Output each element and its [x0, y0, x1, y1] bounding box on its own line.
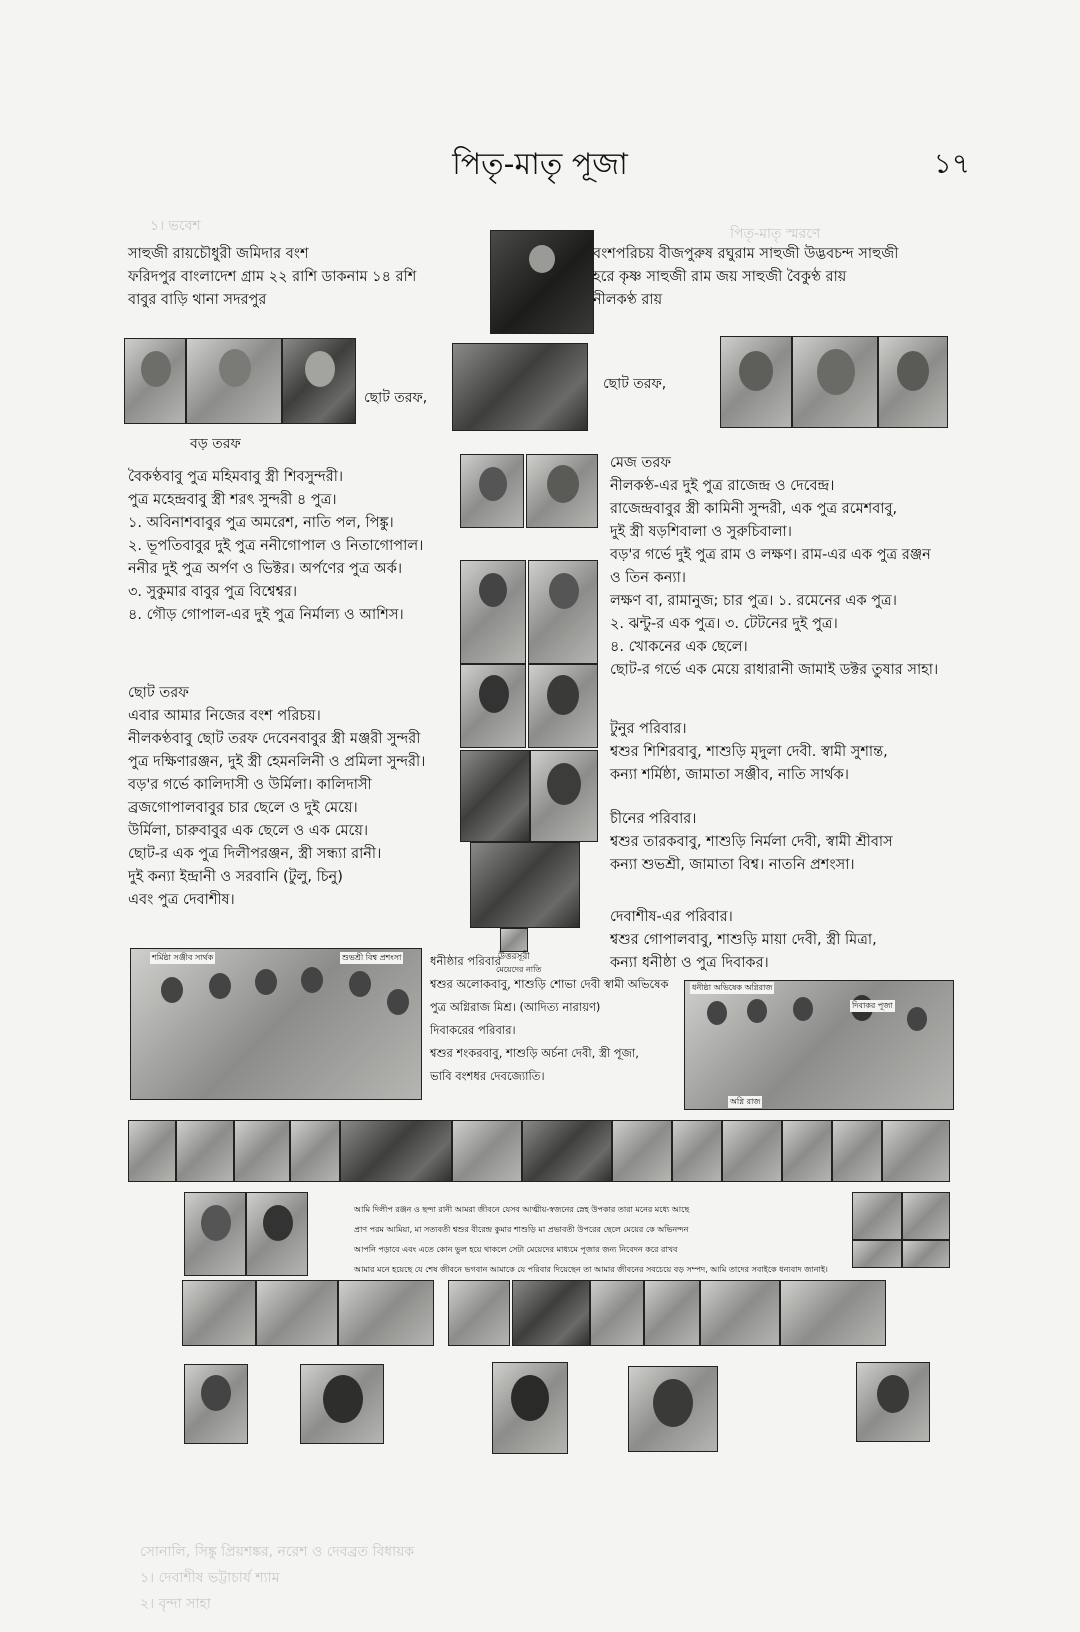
intro-line: ফরিদপুর বাংলাদেশ গ্রাম ২২ রাশি ডাকনাম ১৪ রশি	[128, 269, 417, 285]
text-line: ও তিন কন্যা।	[610, 570, 686, 586]
strip-photo	[590, 1280, 644, 1346]
text-line: দুই স্ত্রী ষড়শিবালা ও সুরুচিবালা।	[610, 524, 792, 540]
strip-photo	[234, 1120, 290, 1182]
photo-caption: মেয়েদের নাতি	[496, 965, 542, 974]
portrait	[856, 1362, 930, 1442]
text-line: ৪. খোকনের এক ছেলে।	[610, 639, 748, 655]
text-line: এবং পুত্র দেবাশীষ।	[128, 892, 235, 908]
family-portrait	[902, 1192, 950, 1240]
text-line: পুত্র মহেন্দ্রবাবু স্ত্রী শরৎ সুন্দরী ৪ পুত্র।	[128, 492, 337, 508]
photo-caption: ধনীষ্ঠা অভিষেক অগ্নিরাজ	[692, 983, 773, 992]
strip-photo	[644, 1280, 700, 1346]
child-photo	[500, 928, 528, 952]
tunu-family-text	[610, 718, 888, 787]
photo-caption: দিবাকর পূজা	[852, 1001, 893, 1010]
strip-photo	[448, 1280, 510, 1346]
portrait	[184, 1364, 248, 1444]
group-photo-left	[130, 948, 422, 1100]
strip-photo	[176, 1120, 234, 1182]
text-line: ননীর দুই পুত্র অর্পণ ও ভিক্টর। অর্পণের পুত্র অর্ক।	[128, 561, 403, 577]
family-portrait	[460, 664, 526, 748]
text-line: নীলকণ্ঠবাবু ছোট তরফ দেবেনবাবুর স্ত্রী মঞ্জরী সুন্দরী	[128, 731, 421, 747]
text-line: কন্যা ধনীষ্ঠা ও পুত্র দিবাকর।	[610, 955, 769, 971]
strip-photo	[700, 1280, 780, 1346]
family-portrait	[526, 454, 598, 528]
dedication-line: আমার মনে হয়েছে যে শেষ জীবনে ভগবান আমাকে যে পরিবার দিয়েছেন তা আমার জীবনের সবচেয়ে বড় সম্পদ, আমি তাদের সবাইকে ধন্যবাদ জানাই।	[354, 1265, 828, 1274]
chhoto-taraf-text	[128, 682, 425, 912]
text-line: দুই কন্যা ইন্দ্রানী ও সরবানি (টুলু, চিনু)	[128, 869, 343, 885]
ancestral-house-photo	[452, 343, 588, 431]
ancestor-portrait	[186, 338, 282, 424]
dedication-line: আমি দিলীপ রঞ্জন ও ছন্দা রানী আমরা জীবনে যেসব আত্মীয়-স্বজনের স্নেহ উপকার তারা মনের মধ্যে আছে	[354, 1205, 690, 1214]
text-line: ৪. গৌড় গোপাল-এর দুই পুত্র নির্মাল্য ও আশিস।	[128, 607, 404, 623]
strip-photo	[290, 1120, 340, 1182]
group-photo-right	[684, 980, 954, 1110]
family-portrait	[528, 560, 598, 664]
ancestor-portrait	[878, 336, 948, 428]
strip-photo	[780, 1280, 886, 1346]
ancestor-portrait	[124, 338, 186, 424]
intro-line: বাবুর বাড়ি থানা সদরপুর	[128, 292, 267, 308]
strip-photo	[522, 1120, 612, 1182]
text-line: ছোট-র গর্ভে এক মেয়ে রাধারানী জামাই ডক্টর তুষার সাহা।	[610, 662, 939, 678]
text-line: শ্বশুর গোপালবাবু, শাশুড়ি মায়া দেবী, স্ত্রী মিত্রা,	[610, 932, 877, 948]
ancestor-portrait	[720, 336, 792, 428]
bleed-line: ২। বৃন্দা সাহা	[140, 1596, 211, 1612]
mejo-taraf-text	[610, 452, 938, 682]
strip-photo	[512, 1280, 590, 1346]
strip-photo	[340, 1120, 452, 1182]
strip-photo	[128, 1120, 176, 1182]
dedication-text	[354, 1200, 828, 1280]
text-line: বড়'র গর্ভে দুই পুত্র রাম ও লক্ষণ। রাম-এর এক পুত্র রঞ্জন	[610, 547, 931, 563]
parent-portrait	[246, 1192, 308, 1276]
boro-taraf-text	[128, 466, 423, 627]
text-line: উর্মিলা, চারুবাবুর এক ছেলে ও এক মেয়ে।	[128, 823, 369, 839]
dedication-line: আপনি পড়াবে এবং এতে কোন ভুল হয়ে থাকলে সেটা মেয়েদের মাধ্যমে পূজার জন্য নিবেদন করে রাখব	[354, 1245, 678, 1254]
portrait	[628, 1366, 718, 1452]
section-heading: ছোট তরফ	[128, 685, 189, 701]
section-heading: দিবাকরের পরিবার।	[430, 1023, 516, 1037]
strip-photo	[722, 1120, 782, 1182]
text-line: পুত্র দক্ষিণারঞ্জন, দুই স্ত্রী হেমনলিনী ও প্রমিলা সুন্দরী।	[128, 754, 426, 770]
page-number: ১৭	[933, 147, 970, 180]
section-heading: চীনের পরিবার।	[610, 811, 697, 827]
text-line: এবার আমার নিজের বংশ পরিচয়।	[128, 708, 321, 724]
photo-caption: উত্তরসূরী	[498, 952, 530, 962]
text-line: ব্রজগোপালবাবুর চার ছেলে ও দুই মেয়ে।	[128, 800, 358, 816]
bleed-line: ১। ভবেশ	[150, 218, 201, 234]
dedication-line: প্রাণ পরম আমিয়া, মা সত্যবতী শ্বশুর বীরেন্দ্র কুমার শাশুড়ি মা প্রভাবতী উপরের ছেলে মেয়ের কে অভিনন্দন	[354, 1225, 689, 1234]
ancestor-portrait	[792, 336, 878, 428]
family-portrait	[460, 560, 526, 664]
family-photo	[460, 750, 530, 842]
text-line: বড়'র গর্ভে কালিদাসী ও উর্মিলা। কালিদাসী	[128, 777, 372, 793]
text-line: লক্ষণ বা, রামানুজ; চার পুত্র। ১. রমেনের এক পুত্র।	[610, 593, 897, 609]
intro-line: নীলকণ্ঠ রায়	[593, 292, 663, 308]
bleed-line: ১। দেবাশীষ ভট্টাচার্য শ্যাম	[140, 1570, 280, 1586]
family-portrait	[530, 750, 598, 842]
family-portrait	[852, 1240, 902, 1268]
text-line: কন্যা শর্মিষ্ঠা, জামাতা সঞ্জীব, নাতি সার্থক।	[610, 767, 849, 783]
text-line: কন্যা শুভশ্রী, জামাতা বিশ্ব। নাতনি প্রশংসা।	[610, 857, 855, 873]
text-line: রাজেন্দ্রবাবুর স্ত্রী কামিনী সুন্দরী, এক পুত্র রমেশবাবু,	[610, 501, 898, 517]
strip-photo	[182, 1280, 256, 1346]
text-line: শ্বশুর শিশিরবাবু, শাশুড়ি মৃদুলা দেবী. স্বামী সুশান্ত,	[610, 744, 888, 760]
strip-photo	[256, 1280, 338, 1346]
parent-portrait	[184, 1192, 246, 1276]
bleed-line: সোনালি, সিঙ্কু প্রিয়শঙ্কর, নরেশ ও দেবব্রত বিধায়ক	[140, 1544, 415, 1560]
intro-line: হরে কৃষ্ণ সাহুজী রাম জয় সাহুজী বৈকুণ্ঠ রায়	[593, 269, 847, 285]
section-heading: মেজ তরফ	[610, 455, 671, 471]
portrait	[492, 1362, 568, 1454]
left-intro	[128, 243, 416, 312]
text-line: শ্বশুর অলোকবাবু, শাশুড়ি শোভা দেবী স্বামী অভিষেক	[430, 977, 669, 991]
section-heading: ধনীষ্ঠার পরিবার	[430, 954, 501, 968]
text-line: ছোট-র এক পুত্র দিলীপরঞ্জন, স্ত্রী সন্ধ্যা রানী।	[128, 846, 382, 862]
strip-photo	[882, 1120, 950, 1182]
family-portrait	[852, 1192, 902, 1240]
page-title: পিতৃ-মাতৃ পূজা	[452, 147, 628, 182]
family-photo	[470, 842, 580, 928]
section-heading: টুনুর পরিবার।	[610, 721, 687, 737]
deity-image	[490, 230, 594, 334]
photo-caption: অগ্নি রাজ	[730, 1097, 761, 1106]
text-line: ১. অবিনাশবাবুর পুত্র অমরেশ, নাতি পল, পিঙ্কু।	[128, 515, 394, 531]
strip-photo	[832, 1120, 882, 1182]
family-portrait	[460, 454, 524, 528]
text-line: ভাবি বংশধর দেবজ্যোতি।	[430, 1069, 545, 1083]
text-line: ২. ঝন্টু-র এক পুত্র। ৩. টেটনের দুই পুত্র।	[610, 616, 838, 632]
text-line: শ্বশুর শংকরবাবু, শাশুড়ি অর্চনা দেবী, স্ত্রী পূজা,	[430, 1046, 639, 1060]
text-line: ২. ভূপতিবাবুর দুই পুত্র ননীগোপাল ও নিতাগোপাল।	[128, 538, 424, 554]
ancestor-portrait	[282, 338, 356, 424]
intro-line: বংশপরিচয় বীজপুরুষ রঘুরাম সাহুজী উদ্ভবচন্দ সাহুজী	[593, 246, 899, 262]
strip-photo	[782, 1120, 832, 1182]
text-line: নীলকণ্ঠ-এর দুই পুত্র রাজেন্দ্র ও দেবেন্দ্র।	[610, 478, 835, 494]
bleed-line: পিতৃ-মাতৃ স্মরণে	[730, 226, 821, 242]
photo-caption: শুভশ্রী বিশ্ব প্রশংসা	[342, 953, 402, 962]
chhoto-taraf-label-right: ছোট তরফ,	[603, 376, 667, 392]
text-line: শ্বশুর তারকবাবু, শাশুড়ি নির্মলা দেবী, স্বামী শ্রীবাস	[610, 834, 893, 850]
intro-line: সাহুজী রায়চৌধুরী জমিদার বংশ	[128, 246, 309, 262]
text-line: ৩. সুকুমার বাবুর পুত্র বিশ্বেশ্বর।	[128, 584, 298, 600]
family-portrait	[528, 664, 598, 748]
strip-photo	[612, 1120, 672, 1182]
text-line: বৈকণ্ঠবাবু পুত্র মহিমবাবু স্ত্রী শিবসুন্দরী।	[128, 469, 344, 485]
section-heading: দেবাশীষ-এর পরিবার।	[610, 909, 733, 925]
portrait	[300, 1364, 384, 1444]
boro-taraf-label: বড় তরফ	[190, 436, 241, 452]
strip-photo	[452, 1120, 522, 1182]
chinu-family-text	[610, 808, 893, 877]
strip-photo	[672, 1120, 722, 1182]
strip-photo	[338, 1280, 434, 1346]
chhoto-taraf-label: ছোট তরফ,	[364, 390, 428, 406]
family-portrait	[902, 1240, 950, 1268]
text-line: পুত্র অগ্নিরাজ মিশ্র। (আদিত্য নারায়ণ)	[430, 1000, 601, 1014]
dhanishtha-family-text	[430, 950, 669, 1088]
right-intro	[593, 243, 898, 312]
photo-caption: শর্মিষ্ঠা সঞ্জীব সার্থক	[152, 953, 214, 962]
